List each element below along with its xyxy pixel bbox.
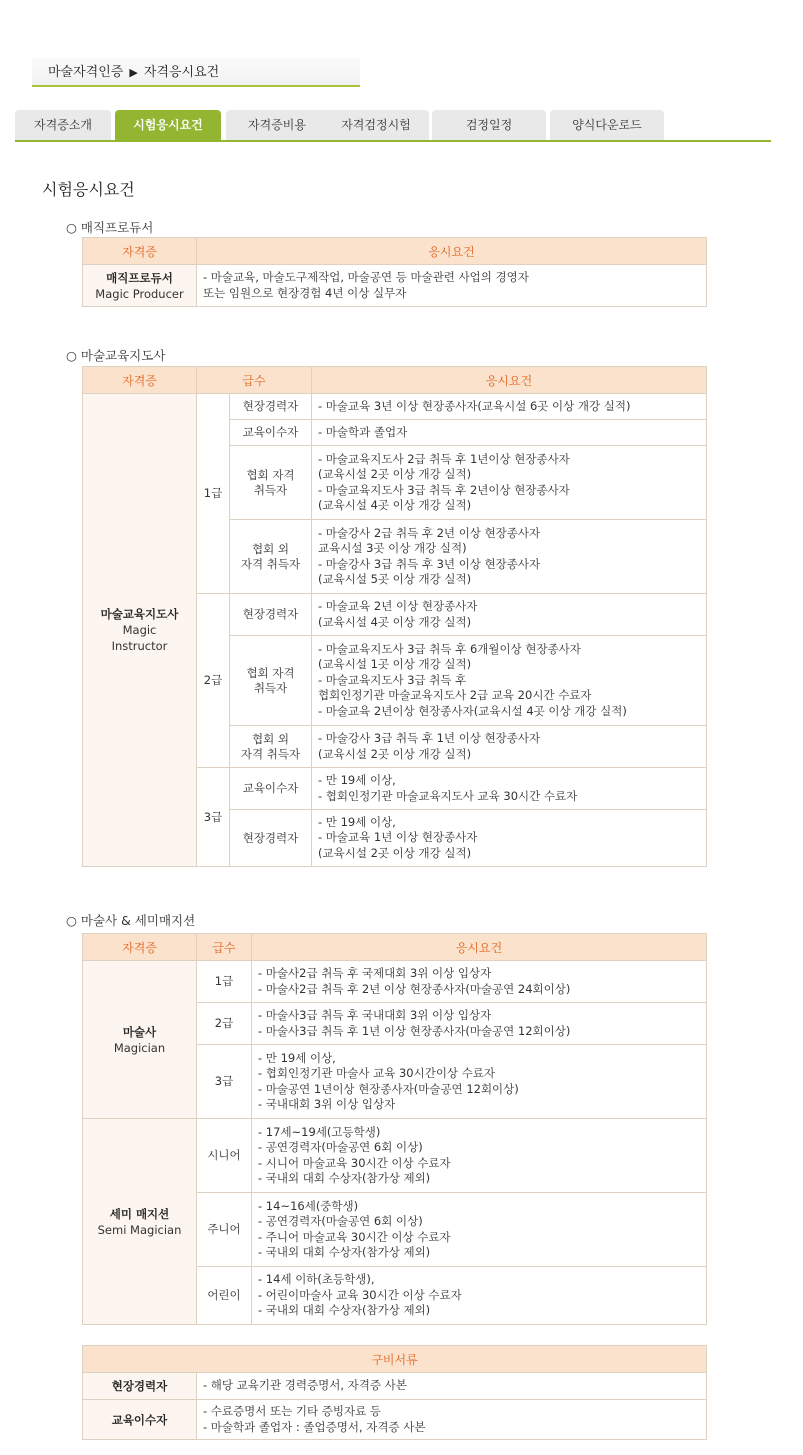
tab-exam[interactable]: 자격검정시험 (323, 110, 429, 140)
cert-name-en: Semi Magician (97, 1222, 182, 1237)
cert-name-ko: 마술교육지도사 (100, 607, 179, 621)
breadcrumb-current: 자격응시요건 (143, 65, 220, 80)
category-cell: 교육이수자 (230, 768, 312, 810)
req-cell: - 마술교육지도사 3급 취득 후 6개월이상 현장종사자 (교육시설 1곳 이상 개강 실적) - 마술교육지도사 3급 취득 후 협회인정기관 마술교육지도사 2급 교육 20시간 수료자 - 마술교육 2년이상 현장종사자(교육시설 4곳 이상 개강 실적) (312, 636, 707, 726)
cert-name-ko: 마술사 (122, 1024, 157, 1039)
header-grade: 급수 (197, 367, 312, 394)
docs-table (82, 1345, 707, 1440)
req-cell: - 마술교육 2년 이상 현장종사자 (교육시설 4곳 이상 개강 실적) (312, 594, 707, 636)
req-cell: - 마술교육지도사 2급 취득 후 1년이상 현장종사자 (교육시설 2곳 이상 개강 실적) - 마술교육지도사 3급 취득 후 2년이상 현장종사자 (교육시설 4곳 이상 개강 실적) (312, 446, 707, 520)
tab-cost[interactable]: 자격증비용 (226, 110, 328, 140)
cert-name-en: Magic Instructor (111, 623, 168, 653)
header-docs: 구비서류 (83, 1346, 707, 1373)
header-req: 응시요건 (197, 238, 707, 265)
docs-label-text: 현장경력자 (111, 1379, 168, 1393)
category-cell: 협회 자격 취득자 (230, 446, 312, 520)
header-cert: 자격증 (83, 934, 197, 961)
req-cell: - 마술강사 3급 취득 후 1년 이상 현장종사자 (교육시설 2곳 이상 개강 실적) (312, 726, 707, 768)
grade-cell: 어린이 (197, 1267, 252, 1325)
breadcrumb-arrow-icon: ▶ (129, 66, 138, 79)
category-cell: 교육이수자 (230, 420, 312, 446)
req-cell: - 14세 이하(초등학생), - 어린이마술사 교육 30시간 이상 수료자 - 국내외 대회 수상자(참가상 제외) (252, 1267, 707, 1325)
grade-cell: 1급 (197, 394, 230, 594)
req-cell: - 마술교육 3년 이상 현장종사자(교육시설 6곳 이상 개강 실적) (312, 394, 707, 420)
category-cell: 현장경력자 (230, 810, 312, 867)
page-title: 시험응시요건 (42, 180, 135, 199)
grade-cell: 2급 (197, 1003, 252, 1045)
req-cell: - 마술교육, 마술도구제작업, 마술공연 등 마술관련 사업의 경영자 또는 임원으로 현장경험 4년 이상 실무자 (197, 265, 707, 307)
req-cell: - 해당 교육기관 경력증명서, 자격증 사본 (197, 1373, 707, 1400)
tab-forms[interactable]: 양식다운로드 (550, 110, 664, 140)
tab-intro[interactable]: 자격증소개 (15, 110, 111, 140)
grade-cell: 시니어 (197, 1119, 252, 1193)
grade-cell: 3급 (197, 1045, 252, 1119)
req-cell: - 14~16세(중학생) - 공연경력자(마술공연 6회 이상) - 주니어 마술교육 30시간 이상 수료자 - 국내외 대회 수상자(참가상 제외) (252, 1193, 707, 1267)
cert-name-ko: 매직프로듀서 (106, 270, 173, 285)
grade-cell: 2급 (197, 594, 230, 768)
grade-cell: 1급 (197, 961, 252, 1003)
req-cell: - 마술사3급 취득 후 국내대회 3위 이상 입상자 - 마술사3급 취득 후 1년 이상 현장종사자(마술공연 12회이상) (252, 1003, 707, 1045)
req-cell: - 만 19세 이상, - 협회인정기관 마술교육지도사 교육 30시간 수료자 (312, 768, 707, 810)
header-grade: 급수 (197, 934, 252, 961)
category-cell: 협회 자격 취득자 (230, 636, 312, 726)
req-cell: - 마술사2급 취득 후 국제대회 3위 이상 입상자 - 마술사2급 취득 후 2년 이상 현장종사자(마술공연 24회이상) (252, 961, 707, 1003)
header-cert: 자격증 (83, 238, 197, 265)
header-req: 응시요건 (252, 934, 707, 961)
section-title-magician: ○ 마술사 & 세미매지션 (66, 913, 196, 928)
req-cell: - 마술강사 2급 취득 후 2년 이상 현장종사자 교육시설 3곳 이상 개강 실적) - 마술강사 3급 취득 후 3년 이상 현장종사자 (교육시설 5곳 이상 개강 실적) (312, 520, 707, 594)
req-cell: - 수료증명서 또는 기타 증빙자료 등 - 마술학과 졸업자 : 졸업증명서, 자격증 사본 (197, 1400, 707, 1440)
req-cell: - 마술학과 졸업자 (312, 420, 707, 446)
docs-label (83, 1400, 197, 1440)
docs-label (83, 1373, 197, 1400)
cert-name-magician (83, 961, 197, 1119)
breadcrumb-parent[interactable]: 마술자격인증 (48, 65, 124, 80)
grade-cell: 주니어 (197, 1193, 252, 1267)
cert-name (83, 265, 197, 307)
cert-name-en: Magic Producer (95, 286, 184, 301)
header-cert: 자격증 (83, 367, 197, 394)
breadcrumb (32, 58, 360, 87)
category-cell: 협회 외 자격 취득자 (230, 726, 312, 768)
req-cell: - 만 19세 이상, - 마술교육 1년 이상 현장종사자 (교육시설 2곳 이상 개강 실적) (312, 810, 707, 867)
cert-name-ko: 세미 매지션 (109, 1206, 170, 1221)
magician-table (82, 933, 707, 1325)
tab-underline (15, 140, 771, 142)
docs-label-text: 교육이수자 (111, 1412, 168, 1427)
category-cell: 현장경력자 (230, 394, 312, 420)
grade-cell: 3급 (197, 768, 230, 867)
cert-name-en: Magician (113, 1040, 166, 1055)
cert-name-semi (83, 1119, 197, 1325)
req-cell: - 17세~19세(고등학생) - 공연경력자(마술공연 6회 이상) - 시니어 마술교육 30시간 이상 수료자 - 국내외 대회 수상자(참가상 제외) (252, 1119, 707, 1193)
header-req: 응시요건 (312, 367, 707, 394)
section-title-producer: ○ 매직프로듀서 (66, 220, 154, 235)
section-title-instructor: ○ 마술교육지도사 (66, 348, 166, 363)
category-cell: 현장경력자 (230, 594, 312, 636)
category-cell: 협회 외 자격 취득자 (230, 520, 312, 594)
tab-requirements[interactable]: 시험응시요건 (115, 110, 221, 140)
producer-table (82, 237, 707, 307)
tab-schedule[interactable]: 검정일정 (432, 110, 546, 140)
req-cell: - 만 19세 이상, - 협회인정기관 마술사 교육 30시간이상 수료자 - 마술공연 1년이상 현장종사자(마술공연 12회이상) - 국내대회 3위 이상 입상자 (252, 1045, 707, 1119)
cert-name (83, 394, 197, 867)
instructor-table (82, 366, 707, 867)
